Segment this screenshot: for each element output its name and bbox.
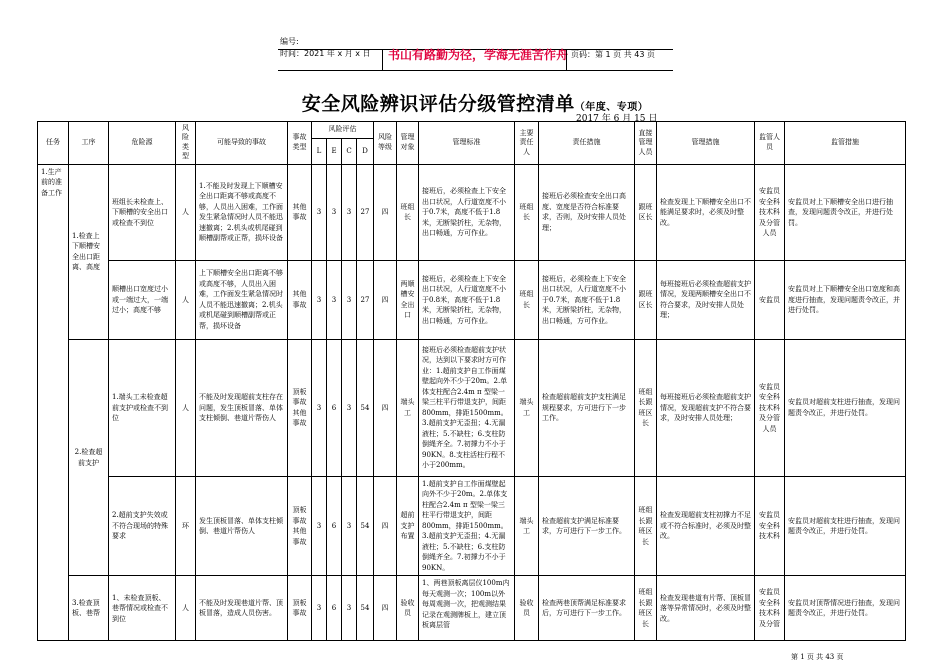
direct-person-cell: 班组长跟班区长: [635, 576, 657, 641]
c-cell: 3: [342, 476, 357, 576]
supervisor-cell: 安监员安全科技术科及分管: [755, 576, 785, 641]
direct-person-cell: 跟班区长: [635, 260, 657, 339]
d-cell: 54: [357, 339, 374, 476]
mgmt-object-cell: 两顺槽安全出口: [397, 260, 419, 339]
risk-type-cell: 环: [176, 476, 196, 576]
resp-measure-cell: 检查超前超前支护支柱满足规程要求，方可进行下一步工作。: [539, 339, 635, 476]
table-row: [38, 476, 906, 576]
d-cell: 27: [357, 260, 374, 339]
mgmt-object-cell: 端头工: [397, 339, 419, 476]
header-divider: [382, 49, 383, 70]
page-footer: 第 1 页 共 43 页: [791, 653, 844, 661]
mgmt-standard-cell: 接班后，必须检查上下安全出口状况，人行道宽度不小于0.7米，高度不低于1.8米，无断梁折柱，无杂物，出口畅通，方可作业。: [419, 164, 515, 260]
main-person-cell: 端头工: [515, 476, 539, 576]
risk-type-cell: 人: [176, 260, 196, 339]
accident-cell: 不能及时发现巷道片帮、顶板冒落，造成人员伤害。: [196, 576, 288, 641]
col-l: L: [312, 139, 327, 164]
time-label: 时间：2021 年 x 月 x 日: [280, 49, 371, 58]
main-person-cell: 班组长: [515, 260, 539, 339]
d-cell: 27: [357, 164, 374, 260]
e-cell: 3: [327, 164, 342, 260]
supervisor-cell: 安监员安全科技术科: [755, 476, 785, 576]
col-supervisor: 监管人员: [755, 122, 785, 165]
c-cell: 3: [342, 164, 357, 260]
l-cell: 3: [312, 476, 327, 576]
supervisor-cell: 安监员安全科技术科及分管人员: [755, 339, 785, 476]
supervision-cell: 安监员对上下顺槽安全出口宽度和高度进行抽查，发现问题责令改正，并进行处罚。: [785, 260, 906, 339]
col-risk-type: 风险类型: [176, 122, 196, 165]
resp-measure-cell: 检查两巷顶帮满足标准要求后，方可进行下一步工作。: [539, 576, 635, 641]
mgmt-standard-cell: 1.超前支护自工作面煤壁起向外不少于20m。2.单体支柱配合2.4m π 型梁一梁三柱平行带退支护，间距800mm，排距1500mm。3.超前支护无歪扭；4.无漏液柱；5.不缺柱；6.支柱防倒绳齐全。7.初撑力不小于90KN。: [419, 476, 515, 576]
mgmt-measure-cell: 每班接班后必须检查超前支护情况，发现两顺槽安全出口不符合要求，及时安排人员处理；: [657, 260, 755, 339]
risk-level-cell: 四: [374, 576, 397, 641]
main-person-cell: 验收员: [515, 576, 539, 641]
process-cell: 1.检查上下顺槽安全出口距离、高度: [69, 164, 109, 339]
accident-cell: 1.不能及时发现上下顺槽安全出口距离不够或高度不够，人员出入困难，工作面发生紧急情况时人员不能迅速撤离；2.机头或机尾碰到顺槽副帮或正帮，损坏设备: [196, 164, 288, 260]
col-c: C: [342, 139, 357, 164]
mgmt-standard-cell: 1、两巷顶板离层仪100m内每天观测一次；100m以外每周观测一次，把观测结果记录在观测牌板上，建立顶板离层管: [419, 576, 515, 641]
l-cell: 3: [312, 260, 327, 339]
direct-person-cell: 班组长跟班区长: [635, 339, 657, 476]
supervisor-cell: 安监员: [755, 260, 785, 339]
task-cell: 1.生产前的准备工作: [38, 164, 69, 641]
process-cell: 2.检查超前支护: [69, 339, 109, 576]
table-row: [38, 260, 906, 339]
title-suffix: （年度、专项）: [574, 102, 649, 113]
accident-cell: 发生顶板冒落、单体支柱倾倒、巷道片帮伤人: [196, 476, 288, 576]
e-cell: 6: [327, 339, 342, 476]
d-cell: 54: [357, 576, 374, 641]
mgmt-object-cell: 班组长: [397, 164, 419, 260]
col-mgmt-object: 管理对象: [397, 122, 419, 165]
supervision-cell: 安监员对顶帮情况进行抽查，发现问题责令改正，并进行处罚。: [785, 576, 906, 641]
resp-measure-cell: 检查超前支护满足标准要求，方可进行下一步工作。: [539, 476, 635, 576]
c-cell: 3: [342, 260, 357, 339]
accident-type-cell: 顶板事故: [288, 576, 312, 641]
accident-type-cell: 其他事故: [288, 164, 312, 260]
number-label: 编号:: [280, 37, 299, 46]
motto-text: 书山有路勤为径，学海无涯苦作舟: [388, 48, 569, 62]
risk-type-cell: 人: [176, 164, 196, 260]
col-supervision: 监管措施: [785, 122, 906, 165]
col-resp-measure: 责任措施: [539, 122, 635, 165]
mgmt-measure-cell: 每班接班后必须检查超前支护情况，发现超前支护不符合要求，及时安排人员处理；: [657, 339, 755, 476]
l-cell: 3: [312, 339, 327, 476]
direct-person-cell: 跟班区长: [635, 164, 657, 260]
risk-level-cell: 四: [374, 164, 397, 260]
col-hazard: 危险源: [109, 122, 176, 165]
col-mgmt-measure: 管理措施: [657, 122, 755, 165]
col-task: 任务: [38, 122, 69, 165]
table-row: [38, 339, 906, 476]
accident-type-cell: 顶板事故其他事故: [288, 339, 312, 476]
supervision-cell: 安监员对上下顺槽安全出口进行抽查，发现问题责令改正，并进行处罚。: [785, 164, 906, 260]
title-main: 安全风险辨识评估分级管控清单: [301, 93, 575, 115]
risk-type-cell: 人: [176, 339, 196, 476]
l-cell: 3: [312, 164, 327, 260]
resp-measure-cell: 接班后必须检查安全出口高度、宽度是否符合标准要求，否则，及时安排人员处理；: [539, 164, 635, 260]
col-e: E: [327, 139, 342, 164]
supervision-cell: 安监员对超前支柱进行抽查，发现问题责令改正，并进行处罚。: [785, 476, 906, 576]
c-cell: 3: [342, 576, 357, 641]
col-mgmt-standard: 管理标准: [419, 122, 515, 165]
risk-level-cell: 四: [374, 339, 397, 476]
col-process: 工序: [69, 122, 109, 165]
c-cell: 3: [342, 339, 357, 476]
col-risk-level: 风险等级: [374, 122, 397, 165]
hazard-cell: 顺槽出口宽度过小或一端过大，一端过小；高度不够: [109, 260, 176, 339]
page-label: 页码：第 1 页 共 43 页: [571, 50, 655, 59]
table-row: [38, 164, 906, 260]
accident-type-cell: 其他事故: [288, 260, 312, 339]
hazard-cell: 1、未检查顶板、巷帮情况或检查不到位: [109, 576, 176, 641]
risk-level-cell: 四: [374, 476, 397, 576]
resp-measure-cell: 接班后，必须检查上下安全出口状况，人行道宽度不小于0.7米，高度不低于1.8米，无断梁折柱，无杂物，出口畅通，方可作业。: [539, 260, 635, 339]
page-title: [0, 89, 950, 116]
col-main-person: 主要责任人: [515, 122, 539, 165]
col-accident: 可能导致的事故: [196, 122, 288, 165]
col-direct-person: 直接管理人员: [635, 122, 657, 165]
risk-level-cell: 四: [374, 260, 397, 339]
hazard-cell: 1.端头工未检查超前支护或检查不到位: [109, 339, 176, 476]
mgmt-standard-cell: 接班后必须检查超前支护状况，达到以下要求时方可作业：1.超前支护自工作面煤壁起向外不少于20m。2.单体支柱配合2.4m π 型梁一梁三柱平行带退支护，间距800mm，排距1500mm。3.超前支护无歪扭；4.无漏液柱；5.不缺柱；6.支柱防倒绳齐全。7.初撑力不小于90KN。8.支柱活柱行程不小于200mm。: [419, 339, 515, 476]
risk-type-cell: 人: [176, 576, 196, 641]
col-risk-eval: 风险评估: [312, 122, 374, 139]
risk-control-table: [37, 121, 906, 641]
mgmt-standard-cell: 接班后，必须检查上下安全出口状况，人行道宽度不小于0.8米，高度不低于1.8米，无断梁折柱，无杂物，出口畅通，方可作业。: [419, 260, 515, 339]
hazard-cell: 2.超前支护失效或不符合现场的特殊要求: [109, 476, 176, 576]
process-cell: 3.检查顶板、巷帮: [69, 576, 109, 641]
mgmt-object-cell: 验收员: [397, 576, 419, 641]
supervisor-cell: 安监员安全科技术科及分管人员: [755, 164, 785, 260]
d-cell: 54: [357, 476, 374, 576]
col-accident-type: 事故类型: [288, 122, 312, 165]
supervision-cell: 安监员对超前支柱进行抽查，发现问题责令改正，并进行处罚。: [785, 339, 906, 476]
e-cell: 6: [327, 576, 342, 641]
document-header: [278, 36, 673, 70]
mgmt-measure-cell: 检查发现超前支柱初撑力不足或不符合标准时，必须及时整改。: [657, 476, 755, 576]
accident-cell: 不能及时发现超前支柱存在问题，发生顶板冒落、单体支柱倾倒、巷道片帮伤人: [196, 339, 288, 476]
header-row: [38, 122, 906, 139]
header-rule-bottom: [278, 70, 673, 71]
main-person-cell: 班组长: [515, 164, 539, 260]
mgmt-measure-cell: 检查发现上下顺槽安全出口不能满足要求时，必须及时整改。: [657, 164, 755, 260]
hazard-cell: 班组长未检查上、下顺槽的安全出口或检查不到位: [109, 164, 176, 260]
col-d: D: [357, 139, 374, 164]
mgmt-object-cell: 超前支护布置: [397, 476, 419, 576]
direct-person-cell: 班组长跟班区长: [635, 476, 657, 576]
header-divider: [566, 49, 567, 70]
main-person-cell: 端头工: [515, 339, 539, 476]
table-row: [38, 576, 906, 641]
accident-type-cell: 顶板事故其他事故: [288, 476, 312, 576]
accident-cell: 上下顺槽安全出口距离不够或高度不够，人员出入困难，工作面发生紧急情况时人员不能迅速撤离；2.机头或机尾碰到顺槽副帮或正帮，损坏设备: [196, 260, 288, 339]
mgmt-measure-cell: 检查发现巷道有片帮、顶板冒落等异常情况时，必须及时整改。: [657, 576, 755, 641]
e-cell: 3: [327, 260, 342, 339]
l-cell: 3: [312, 576, 327, 641]
document-date: 2017 年 6 月 15 日: [576, 114, 658, 124]
e-cell: 6: [327, 476, 342, 576]
